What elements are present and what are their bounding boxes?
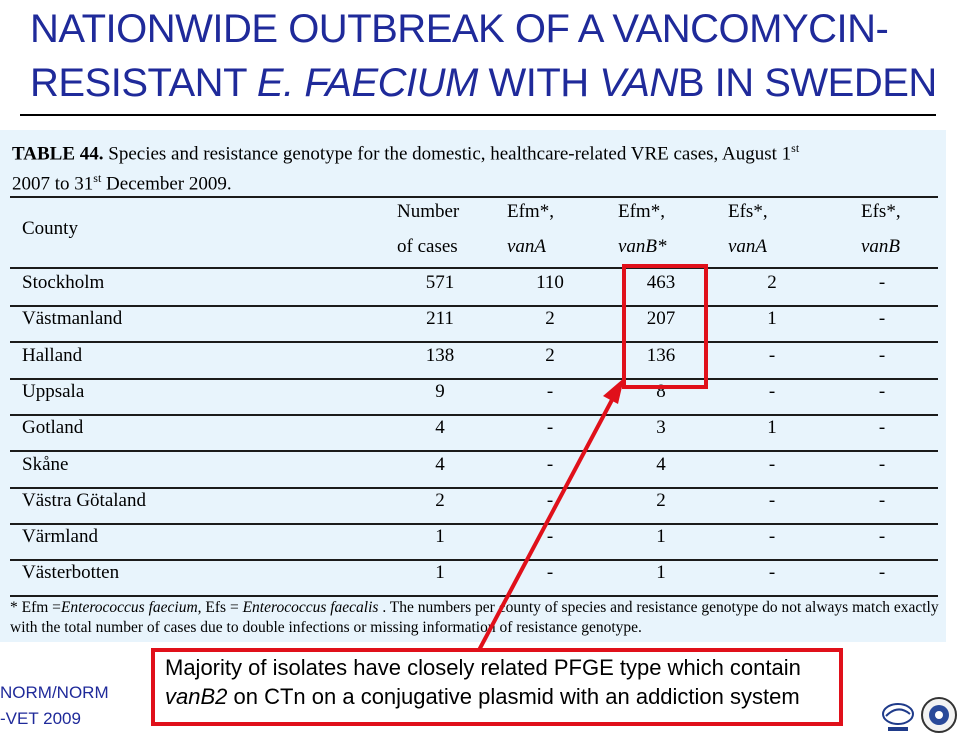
cell-efs-vana: 2	[767, 272, 777, 293]
cell-efs-vanb: -	[878, 308, 886, 330]
table-caption-sup1: st	[791, 141, 800, 155]
cell-county: Skåne	[22, 453, 69, 475]
cell-efm-vana: -	[546, 489, 554, 511]
cell-county: Gotland	[22, 417, 84, 439]
cell-efs-vanb: -	[878, 562, 886, 584]
cell-efm-vanb: 463	[646, 272, 676, 293]
cell-efm-vana: -	[546, 380, 554, 402]
unn-logo	[880, 700, 916, 734]
header-efm-vana-l1: Efm*,	[507, 201, 554, 222]
cell-county: Värmland	[22, 526, 98, 548]
cell-cases: 138	[425, 344, 455, 366]
cell-efm-vanb: 1	[656, 526, 666, 548]
cell-efs-vanb: -	[878, 380, 886, 402]
header-efm-vanb-l1: Efm*,	[618, 201, 665, 222]
title-with: WITH	[477, 61, 600, 105]
callout-text	[165, 653, 845, 711]
cell-cases: 4	[435, 453, 445, 475]
cell-efm-vanb: 8	[656, 380, 666, 402]
cell-efm-vanb: 1	[656, 562, 666, 584]
header-efm-vana-l2-text: vanA	[507, 236, 547, 257]
cell-efs-vanb: -	[878, 526, 886, 548]
header-efs-vanb-l2-text: vanB	[861, 236, 901, 257]
header-number-l1: Number	[397, 201, 460, 222]
cell-county: Västmanland	[22, 308, 123, 330]
cell-efs-vana: -	[768, 380, 776, 402]
cell-county: Halland	[22, 344, 83, 366]
cell-efm-vana: 110	[536, 272, 564, 293]
cell-cases: 571	[425, 272, 455, 293]
cell-county: Västra Götaland	[22, 489, 146, 511]
cell-county: Stockholm	[22, 272, 105, 293]
title-resistant: RESISTANT	[30, 61, 257, 105]
cell-efm-vanb: 207	[646, 308, 676, 330]
table-caption-text2: 2007 to 31	[12, 173, 94, 195]
header-efm-vanb-l2-text: vanB*	[618, 236, 667, 257]
cell-efs-vana: -	[768, 489, 776, 511]
footnote-d: Enterococcus faecalis	[242, 599, 379, 616]
header-number-l2: of cases	[397, 236, 458, 257]
callout-vanb2: vanB2	[165, 684, 228, 709]
header-efs-vanb-l1: Efs*,	[861, 201, 901, 222]
cell-efm-vanb: 2	[656, 489, 666, 511]
footnote-e: . The numbers per county of species and resistance genotype do not always match exactly with the total number of cases due to double infections or missing information of resistance genotype.	[10, 599, 939, 636]
cell-cases: 9	[435, 380, 445, 402]
cell-efs-vana: -	[768, 453, 776, 475]
cell-county: Västerbotten	[22, 562, 120, 584]
title-van: VAN	[599, 61, 678, 105]
table-caption-text3: December 2009.	[106, 173, 232, 195]
cell-efm-vana: -	[546, 417, 554, 439]
footnote-b: Enterococcus faecium	[60, 599, 198, 616]
university-seal-logo	[920, 696, 958, 734]
cell-efm-vanb: 136	[646, 344, 676, 366]
cell-efm-vanb: 4	[656, 453, 666, 475]
cell-efm-vana: -	[546, 562, 554, 584]
cell-efm-vana: 2	[545, 344, 555, 366]
cell-efm-vana: -	[546, 453, 554, 475]
title-b-in-sweden: B IN SWEDEN	[677, 61, 937, 105]
cell-cases: 211	[426, 308, 454, 330]
cell-cases: 2	[435, 489, 445, 511]
cell-efs-vanb: -	[878, 417, 886, 439]
table-caption-text: Species and resistance genotype for the domestic, healthcare-related VRE cases, August 1	[108, 143, 792, 165]
cell-efm-vanb: 3	[656, 417, 666, 439]
table-caption-sup2: st	[93, 171, 102, 186]
cell-efm-vana: 2	[545, 308, 555, 330]
cell-efs-vana: 1	[767, 308, 777, 330]
cell-efs-vana: -	[768, 526, 776, 548]
callout-line2: on CTn on a conjugative plasmid with an addiction system	[227, 684, 800, 709]
cell-county: Uppsala	[22, 380, 85, 402]
source-label: NORM/NORM -VET 2009	[0, 683, 109, 728]
header-county: County	[22, 218, 78, 239]
cell-cases: 4	[435, 417, 445, 439]
slide-title-line1: NATIONWIDE OUTBREAK OF A VANCOMYCIN-	[30, 7, 889, 51]
table-caption-label: TABLE 44.	[12, 143, 104, 165]
cell-efs-vanb: -	[878, 344, 886, 366]
cell-efs-vanb: -	[878, 489, 886, 511]
cell-efs-vanb: -	[878, 272, 886, 293]
footnote-a: * Efm =	[10, 599, 61, 616]
header-efs-vana-l2-text: vanA	[728, 236, 768, 257]
title-efaecium: E. FAECIUM	[256, 61, 478, 105]
cell-cases: 1	[435, 526, 445, 548]
cell-efs-vana: 1	[767, 417, 777, 439]
footnote-c: , Efs =	[197, 599, 243, 616]
cell-efs-vana: -	[768, 562, 776, 584]
cell-efm-vana: -	[546, 526, 554, 548]
cell-cases: 1	[435, 562, 445, 584]
header-efs-vana-l1: Efs*,	[728, 201, 768, 222]
cell-efs-vana: -	[768, 344, 776, 366]
cell-efs-vanb: -	[878, 453, 886, 475]
callout-line1: Majority of isolates have closely related PFGE type which contain	[165, 655, 801, 680]
